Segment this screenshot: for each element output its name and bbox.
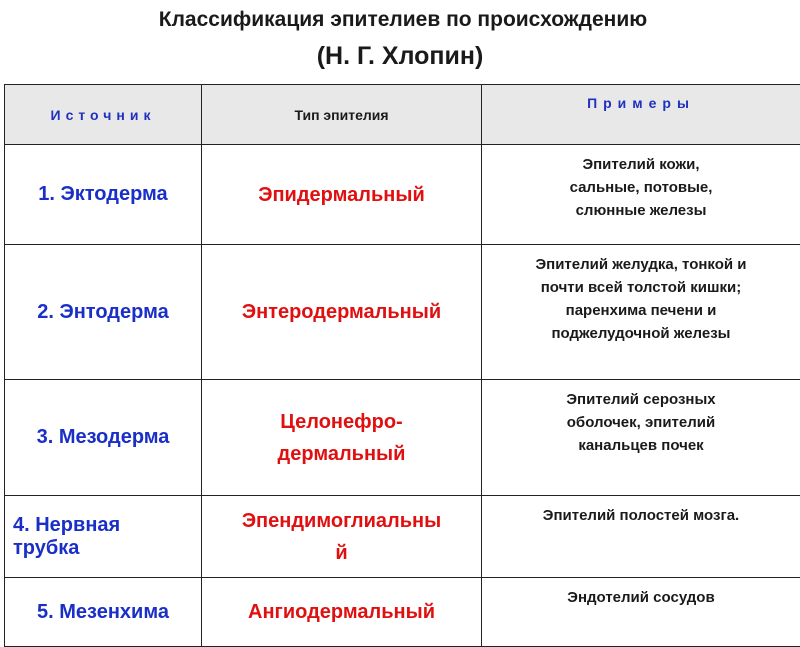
table-row bbox=[5, 578, 800, 647]
header-type: Тип эпителия bbox=[202, 85, 482, 145]
row-examples: Эпителий серозных оболочек, эпителий канальцев почек bbox=[482, 380, 800, 496]
row-type: Энтеродермальный bbox=[202, 245, 482, 380]
header-examples: Примеры bbox=[482, 85, 800, 145]
row-examples: Эпителий полостей мозга. bbox=[482, 496, 800, 578]
table-row bbox=[5, 245, 800, 380]
row-source: 1. Эктодерма bbox=[5, 145, 202, 245]
row-examples: Эпителий желудка, тонкой и почти всей толстой кишки; паренхима печени и поджелудочной железы bbox=[482, 245, 800, 380]
page-title: Классификация эпителиев по происхождению bbox=[0, 8, 800, 32]
row-examples: Эпителий кожи, сальные, потовые, слюнные железы bbox=[482, 145, 800, 245]
table-header-row bbox=[5, 85, 800, 145]
row-examples: Эндотелий сосудов bbox=[482, 578, 800, 647]
row-source: 5. Мезенхима bbox=[5, 578, 202, 647]
table-row bbox=[5, 496, 800, 578]
row-type: Целонефро- дермальный bbox=[202, 380, 482, 496]
row-source: 4. Нервная трубка bbox=[5, 496, 202, 578]
table-row bbox=[5, 380, 800, 496]
classification-table bbox=[4, 84, 800, 647]
row-type: Эпендимоглиальны й bbox=[202, 496, 482, 578]
table-row bbox=[5, 145, 800, 245]
row-source: 3. Мезодерма bbox=[5, 380, 202, 496]
header-source: Источник bbox=[5, 85, 202, 145]
row-source: 2. Энтодерма bbox=[5, 245, 202, 380]
row-type: Ангиодермальный bbox=[202, 578, 482, 647]
row-type: Эпидермальный bbox=[202, 145, 482, 245]
page-subtitle: (Н. Г. Хлопин) bbox=[0, 42, 800, 71]
